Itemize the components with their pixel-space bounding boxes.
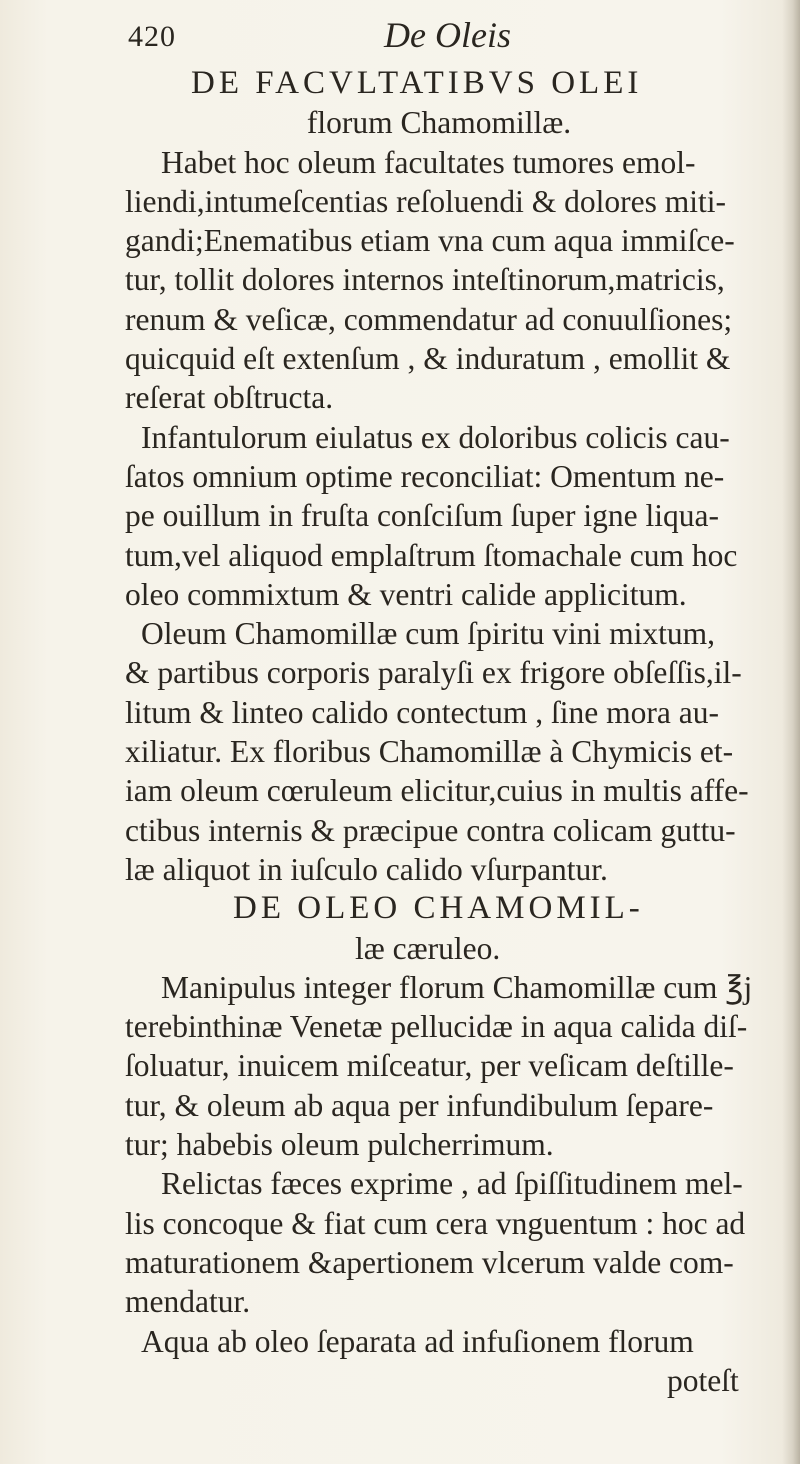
text-line: Aqua ab oleo ſeparata ad infuſionem florum bbox=[141, 1323, 694, 1359]
text-line: læ cæruleo. bbox=[355, 930, 501, 966]
page-number: 420 bbox=[128, 20, 176, 53]
text-line: ſatos omnium optime reconciliat: Omentum ne- bbox=[125, 458, 725, 494]
text-line: liendi,intumeſcentias reſoluendi & dolores miti- bbox=[125, 183, 726, 219]
text-line: litum & linteo calido contectum , ſine mora au- bbox=[125, 694, 719, 730]
section-heading-line: DE FACVLTATIBVS OLEI bbox=[191, 65, 643, 101]
text-line: Oleum Chamomillæ cum ſpiritu vini mixtum, bbox=[141, 616, 715, 652]
text-line: tur, & oleum ab aqua per infundibulum ſepare- bbox=[125, 1087, 714, 1123]
text-line: xiliatur. Ex floribus Chamomillæ à Chymicis et- bbox=[125, 734, 734, 770]
text-line: oleo commixtum & ventri calide applicitum. bbox=[125, 576, 687, 612]
body-text bbox=[125, 64, 753, 1400]
page-gutter-shadow bbox=[782, 0, 800, 1464]
text-line: pe ouillum in fruſta conſciſum ſuper igne liqua- bbox=[125, 498, 719, 534]
text-line: iam oleum cœruleum elicitur,cuius in multis affe- bbox=[125, 773, 749, 809]
text-line: terebinthinæ Venetæ pellucidæ in aqua calida diſ- bbox=[125, 1009, 748, 1045]
text-line: reſerat obſtructa. bbox=[125, 380, 334, 416]
text-line: tur, tollit dolores internos inteſtinorum,matricis, bbox=[125, 262, 725, 298]
text-line: gandi;Enematibus etiam vna cum aqua immiſce- bbox=[125, 223, 735, 259]
text-line: lis concoque & fiat cum cera vnguentum : hoc ad bbox=[125, 1205, 746, 1241]
text-line: Manipulus integer florum Chamomillæ cum ℥j bbox=[161, 969, 753, 1005]
text-line: & partibus corporis paralyſi ex frigore obſeſſis,il- bbox=[125, 655, 742, 691]
text-line: ſoluatur, inuicem miſceatur, per veſicam deſtille- bbox=[125, 1048, 734, 1084]
text-line: læ aliquot in iuſculo calido vſurpantur. bbox=[125, 851, 608, 887]
text-line: tum,vel aliquod emplaſtrum ſtomachale cum hoc bbox=[125, 537, 738, 573]
text-line: Habet hoc oleum facultates tumores emol- bbox=[161, 144, 696, 180]
text-line: renum & veſicæ, commendatur ad conuulſiones; bbox=[125, 301, 733, 337]
text-line: maturationem &apertionem vlcerum valde com- bbox=[125, 1244, 734, 1280]
text-line: Infantulorum eiulatus ex doloribus colicis cau- bbox=[141, 419, 730, 455]
text-line: Relictas fæces exprime , ad ſpiſſitudinem mel- bbox=[161, 1166, 743, 1202]
text-line: mendatur. bbox=[125, 1284, 251, 1320]
text-line: florum Chamomillæ. bbox=[306, 105, 572, 141]
running-title: De Oleis bbox=[384, 15, 511, 55]
running-head bbox=[128, 14, 748, 64]
text-line: quicquid eſt extenſum , & induratum , emollit & bbox=[125, 341, 731, 377]
text-line: poteſt bbox=[667, 1362, 739, 1398]
section-heading-line: DE OLEO CHAMOMIL- bbox=[233, 890, 644, 927]
text-line: ctibus internis & præcipue contra colicam guttu- bbox=[125, 812, 736, 848]
text-line: tur; habebis oleum pulcherrimum. bbox=[125, 1127, 554, 1163]
